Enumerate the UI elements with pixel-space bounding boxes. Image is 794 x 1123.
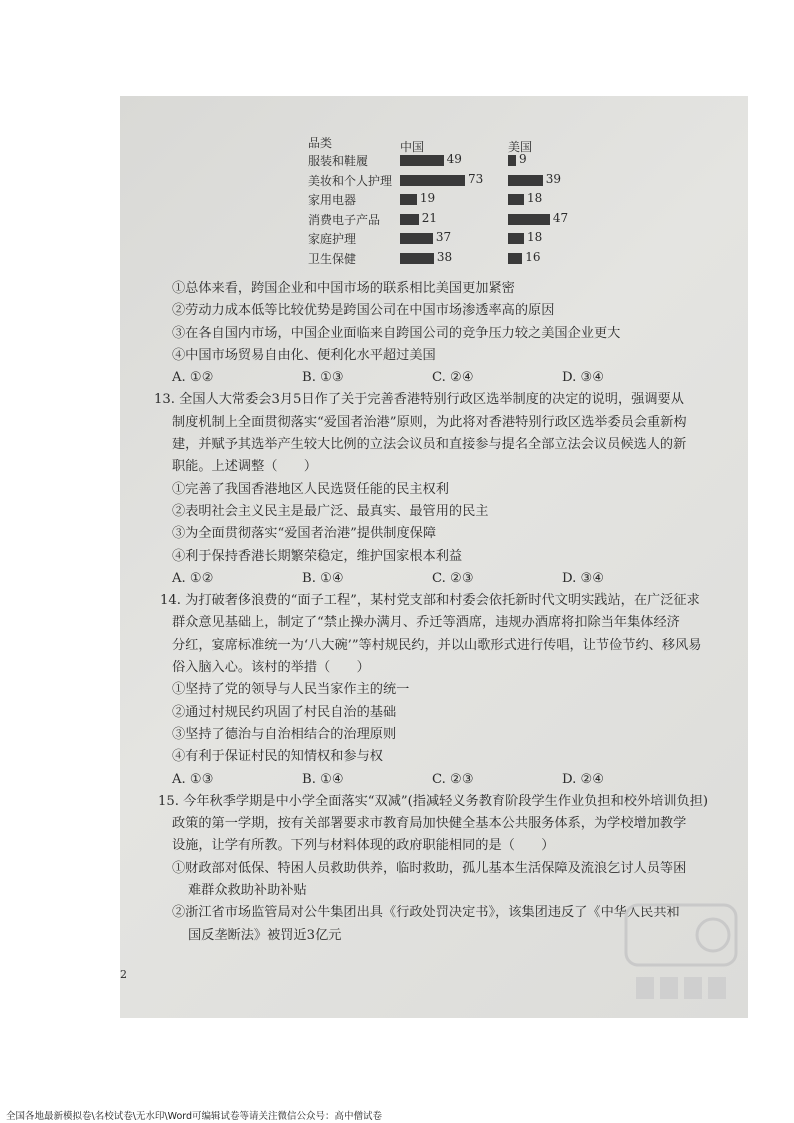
text-line: ②通过村规民约巩固了村民自治的基础 [172,704,397,720]
category-label: 家用电器 [308,193,357,207]
data-label: 21 [421,210,437,225]
text-line: ③坚持了德治与自治相结合的治理原则 [172,726,397,742]
text-line: 难群众救助补助补贴 [188,883,307,899]
bar-usa [508,233,524,244]
data-label: 38 [436,249,453,264]
text-line: 设施，让学有所教。下列与材料体现的政府职能相同的是（ ） [172,838,555,854]
bar-china [400,233,433,244]
chart-row [308,230,748,246]
text-line: ①总体来看，跨国企业和中国市场的联系相比美国更加紧密 [172,281,515,296]
data-label: 37 [435,230,452,244]
chart-row [308,191,748,207]
data-label: 47 [552,210,569,225]
footer-note: 全国各地最新模拟卷\名校试卷\无水印\Word可编辑试卷等请关注微信公众号：高中僧试卷 [6,1111,383,1122]
bar-china [400,175,465,186]
text-line: 职能。上述调整（ ） [172,459,318,475]
page-number: 2 [120,968,127,981]
category-label: 卫生保健 [308,251,357,266]
category-label: 家庭护理 [308,232,357,246]
text-line: 15. 今年秋季学期是中小学全面落实“双减”(指减轻义务教育阶段学生作业负担和校外培训负担) [158,793,709,809]
data-label: 18 [527,230,543,244]
category-label: 消费电子产品 [308,212,381,227]
answer-option: A. ①② [172,370,214,386]
bar-usa [508,253,522,264]
text-line: 政策的第一学期，按有关部署要求市教育局加快健全基本公共服务体系，为学校增加教学 [172,816,687,832]
text-line: 群众意见基础上，制定了“禁止操办满月、乔迁等酒席，违规办酒席将扣除当年集体经济 [172,615,680,631]
answer-option: A. ①③ [172,771,214,787]
answer-option: B. ①③ [302,370,344,386]
comparison-bar-chart [308,134,728,266]
answer-option: B. ①④ [302,570,344,586]
text-line: ③为全面贯彻落实“爱国者治港”提供制度保障 [172,526,437,542]
text-line: ①完善了我国香港地区人民选贤任能的民主权利 [172,481,449,497]
text-line: 14. 为打破奢侈浪费的“面子工程”，某村党支部和村委会依托新时代文明实践站，在广泛征求 [160,593,700,609]
bar-china [400,155,444,166]
watermark-logo-icon [598,893,748,1018]
bar-usa [508,175,543,186]
text-line: 俗入脑入心。该村的举措（ ） [172,660,370,676]
text-line: 分红，宴席标准统一为‘八大碗’”等村规民约，并以山歌形式进行传唱，让节俭节约、移风易 [172,637,702,653]
text-line: ①财政部对低保、特困人员救助供养，临时救助，孤儿基本生活保障及流浪乞讨人员等困 [172,860,687,876]
answer-option: C. ②④ [432,370,474,386]
chart-row [308,250,748,266]
text-line: ②劳动力成本低等比较优势是跨国公司在中国市场渗透率高的原因 [172,303,555,319]
data-label: 49 [446,152,462,166]
bar-usa [508,194,524,205]
answer-options [172,568,732,590]
text-line: 制度机制上全面贯彻落实“爱国者治港”原则，为此将对香港特别行政区选举委员会重新构 [172,414,687,430]
data-label: 73 [467,171,484,186]
chart-row [308,172,748,188]
text-line: ④中国市场贸易自由化、便利化水平超过美国 [172,347,436,363]
scanned-page [120,96,748,1018]
chart-row [308,211,748,227]
text-line: ②表明社会主义民主是最广泛、最真实、最管用的民主 [172,503,489,519]
legend-usa: 美国 [508,140,533,154]
data-label: 18 [527,191,543,205]
category-label: 美妆和个人护理 [308,173,393,188]
text-line: 国反垄断法》被罚近3亿元 [188,927,342,943]
text-line: ④有利于保证村民的知情权和参与权 [172,749,383,765]
data-label: 9 [519,152,527,166]
data-label: 39 [545,171,561,186]
data-label: 19 [419,191,436,205]
answer-option: B. ①④ [302,771,344,787]
answer-options [172,769,732,791]
text-line: ④利于保持香港长期繁荣稳定，维护国家根本利益 [172,548,463,564]
bar-china [400,253,434,264]
text-line: ①坚持了党的领导与人民当家作主的统一 [172,682,410,698]
text-line: 建，并赋予其选举产生较大比例的立法会议员和直接参与提名全部立法会议员候选人的新 [172,437,687,453]
bar-usa [508,214,550,225]
answer-option: D. ③④ [562,370,605,386]
data-label: 16 [525,249,541,264]
category-label: 服装和鞋履 [308,154,369,168]
text-line: ③在各自国内市场，中国企业面临来自跨国公司的竞争压力较之美国企业更大 [172,325,621,341]
bar-usa [508,155,516,166]
legend-china: 中国 [400,140,425,154]
text-line: ②浙江省市场监管局对公牛集团出具《行政处罚决定书》，该集团违反了《中华人民共和 [172,905,680,921]
answer-option: D. ②④ [562,771,605,787]
answer-options [172,367,732,389]
bar-china [400,214,419,225]
answer-option: D. ③④ [562,570,605,586]
bar-china [400,194,417,205]
chart-row [308,152,748,168]
answer-option: C. ②③ [432,570,474,586]
text-line: 13. 全国人大常委会3月5日作了关于完善香港特别行政区选举制度的决定的说明，强调要从 [154,392,684,408]
chart-category-header: 品类 [308,136,333,150]
answer-option: C. ②③ [432,771,474,787]
question-text [154,278,732,947]
answer-option: A. ①② [172,570,214,586]
